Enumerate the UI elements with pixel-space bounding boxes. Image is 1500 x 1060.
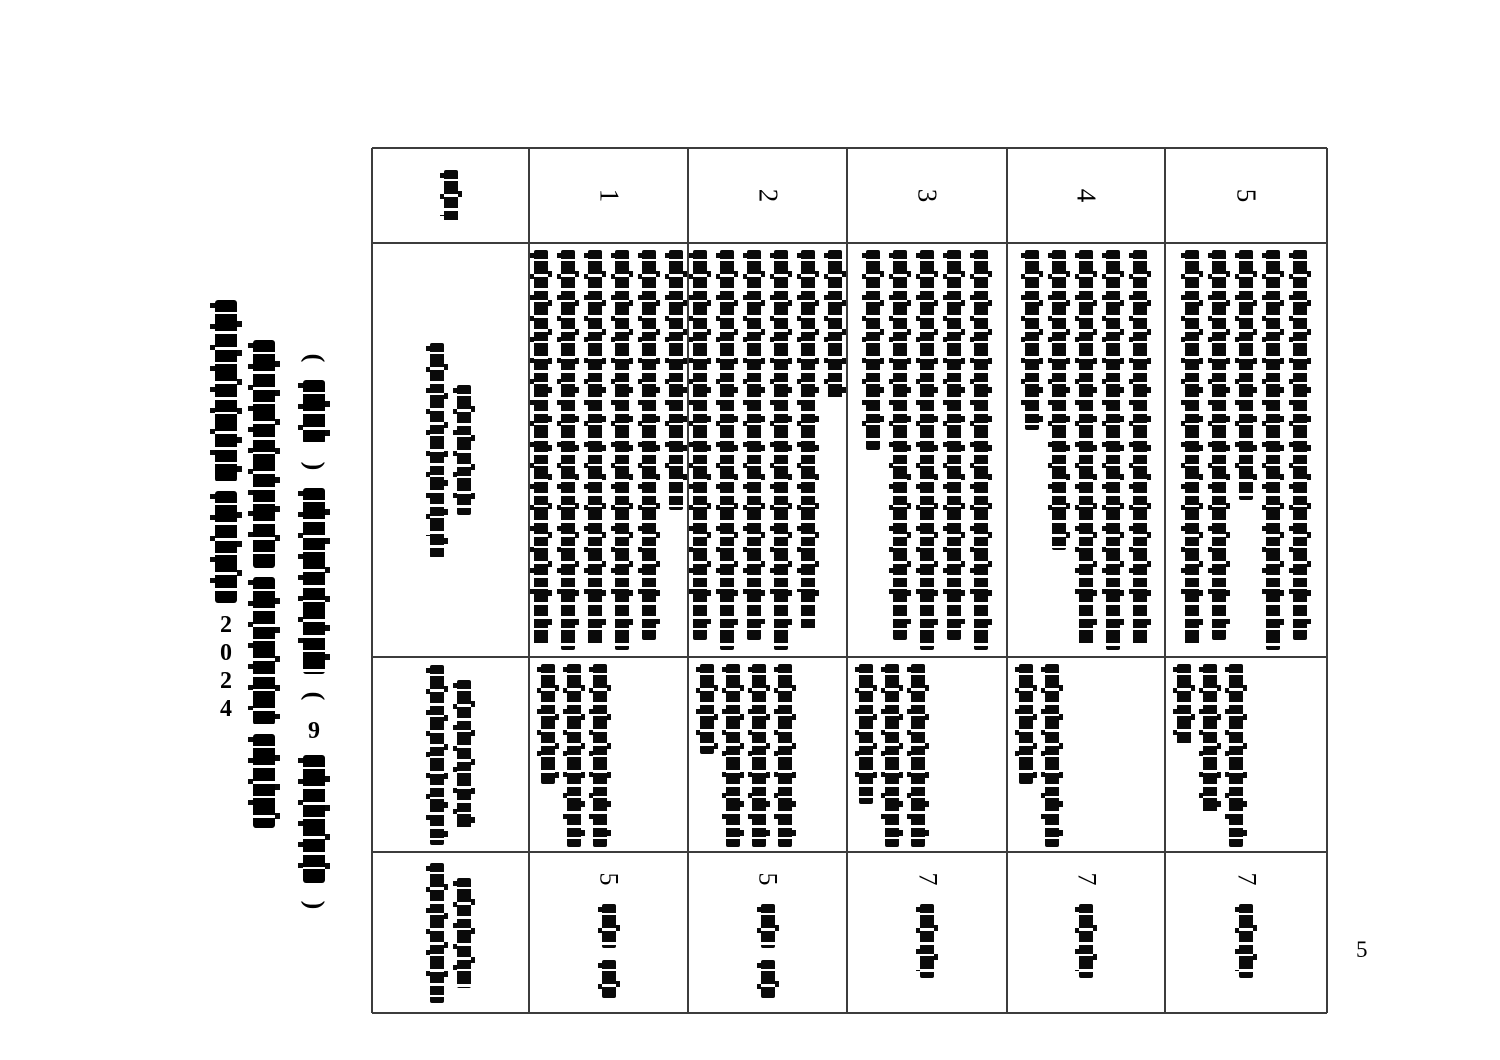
mongolian-text-run xyxy=(1052,250,1066,550)
mongolian-text-run xyxy=(1185,250,1199,645)
mongolian-text-run xyxy=(947,250,961,640)
mongolian-text-run xyxy=(642,250,656,640)
content-cell xyxy=(688,243,847,657)
content-cell xyxy=(1165,243,1327,657)
row-number-cell xyxy=(529,148,688,243)
mongolian-text-run xyxy=(693,250,707,640)
title-line-3 xyxy=(208,300,244,724)
title-line-2 xyxy=(246,340,282,828)
duration-number: 7 xyxy=(913,872,942,886)
mongolian-text-run xyxy=(430,343,444,558)
mongolian-text-run xyxy=(974,250,988,650)
responsible-cell xyxy=(688,657,847,852)
mongolian-text-run xyxy=(303,488,325,674)
mongolian-text-run xyxy=(215,300,237,482)
parenthesis: ( xyxy=(299,691,329,701)
content-cell xyxy=(529,243,688,657)
mongolian-text-run xyxy=(893,250,907,640)
row-number: 2 xyxy=(753,188,783,203)
title-line-1 xyxy=(296,345,332,918)
mongolian-text-run xyxy=(1079,904,1093,978)
parenthesis: ) xyxy=(299,461,329,471)
mongolian-text-run xyxy=(561,250,575,650)
mongolian-text-run xyxy=(430,665,444,845)
row-number-cell xyxy=(847,148,1007,243)
mongolian-text-run xyxy=(593,664,607,847)
duration-cell xyxy=(1007,852,1165,1013)
mongolian-text-run xyxy=(752,664,766,847)
parenthesis: ( xyxy=(299,353,329,363)
mongolian-text-run xyxy=(801,250,815,630)
header-label-cell-duration xyxy=(372,852,529,1013)
mongolian-text-run xyxy=(720,250,734,650)
mongolian-text-run xyxy=(761,960,775,998)
mongolian-text-run xyxy=(1229,664,1243,847)
mongolian-text-run xyxy=(1177,664,1191,744)
mongolian-text-run xyxy=(669,250,683,510)
mongolian-text-run xyxy=(726,664,740,847)
responsible-cell xyxy=(847,657,1007,852)
mongolian-text-run xyxy=(602,904,616,948)
mongolian-text-run xyxy=(774,250,788,650)
row-number: 3 xyxy=(912,188,943,203)
row-number-cell xyxy=(1165,148,1327,243)
responsible-cell xyxy=(1165,657,1327,852)
mongolian-text-run xyxy=(700,664,714,754)
mongolian-text-run xyxy=(747,250,761,640)
content-cell xyxy=(1007,243,1165,657)
duration-cell xyxy=(529,852,688,1013)
mongolian-text-run xyxy=(457,878,471,988)
mongolian-text-run xyxy=(444,170,458,222)
duration-cell xyxy=(847,852,1007,1013)
mongolian-text-run xyxy=(253,340,275,568)
mongolian-text-run xyxy=(1106,250,1120,650)
mongolian-text-run xyxy=(1019,664,1033,784)
duration-number: 7 xyxy=(1072,872,1101,886)
page-number: 5 xyxy=(1356,937,1368,962)
mongolian-text-run xyxy=(1025,250,1039,430)
mongolian-text-run xyxy=(1266,250,1280,650)
mongolian-text-run xyxy=(215,491,237,603)
title-number: 2024 xyxy=(213,612,239,724)
duration-number: 5 xyxy=(594,872,624,886)
mongolian-text-run xyxy=(1293,250,1307,640)
duration-number: 5 xyxy=(753,872,783,886)
row-number-cell xyxy=(688,148,847,243)
mongolian-text-run xyxy=(866,250,880,450)
responsible-cell xyxy=(1007,657,1165,852)
content-cell xyxy=(847,243,1007,657)
mongolian-text-run xyxy=(920,250,934,650)
duration-cell xyxy=(1165,852,1327,1013)
mongolian-text-run xyxy=(1212,250,1226,640)
mongolian-text-run xyxy=(1203,664,1217,814)
header-label-cell-content xyxy=(372,243,529,657)
mongolian-text-run xyxy=(567,664,581,847)
parenthesis: ) xyxy=(299,900,329,910)
mongolian-text-run xyxy=(303,380,325,444)
header-label-cell-number xyxy=(372,148,529,243)
mongolian-text-run xyxy=(920,904,934,978)
mongolian-text-run xyxy=(885,664,899,847)
mongolian-text-run xyxy=(1239,250,1253,500)
mongolian-text-run xyxy=(1133,250,1147,645)
mongolian-text-run xyxy=(761,904,775,948)
mongolian-text-run xyxy=(430,863,444,1003)
mongolian-text-run xyxy=(859,664,873,804)
mongolian-text-run xyxy=(1239,904,1253,978)
row-number: 5 xyxy=(1231,188,1262,203)
mongolian-text-run xyxy=(828,250,842,400)
mongolian-text-run xyxy=(1079,250,1093,645)
duration-cell xyxy=(688,852,847,1013)
mongolian-text-run xyxy=(457,385,471,515)
title-number: 9 xyxy=(301,718,327,746)
row-number: 1 xyxy=(594,188,624,203)
mongolian-text-run xyxy=(911,664,925,847)
header-label-cell-responsible xyxy=(372,657,529,852)
mongolian-text-run xyxy=(541,664,555,784)
mongolian-text-run xyxy=(253,577,275,725)
mongolian-text-run xyxy=(588,250,602,645)
mongolian-text-run xyxy=(1045,664,1059,847)
mongolian-text-run xyxy=(615,250,629,650)
duration-number: 7 xyxy=(1232,872,1261,886)
row-number-cell xyxy=(1007,148,1165,243)
mongolian-text-run xyxy=(534,250,548,645)
responsible-cell xyxy=(529,657,688,852)
mongolian-text-run xyxy=(602,960,616,998)
mongolian-text-run xyxy=(253,734,275,828)
table xyxy=(372,148,1327,1013)
mongolian-text-run xyxy=(778,664,792,847)
mongolian-text-run xyxy=(457,680,471,830)
row-number: 4 xyxy=(1071,188,1102,203)
mongolian-text-run xyxy=(303,755,325,883)
